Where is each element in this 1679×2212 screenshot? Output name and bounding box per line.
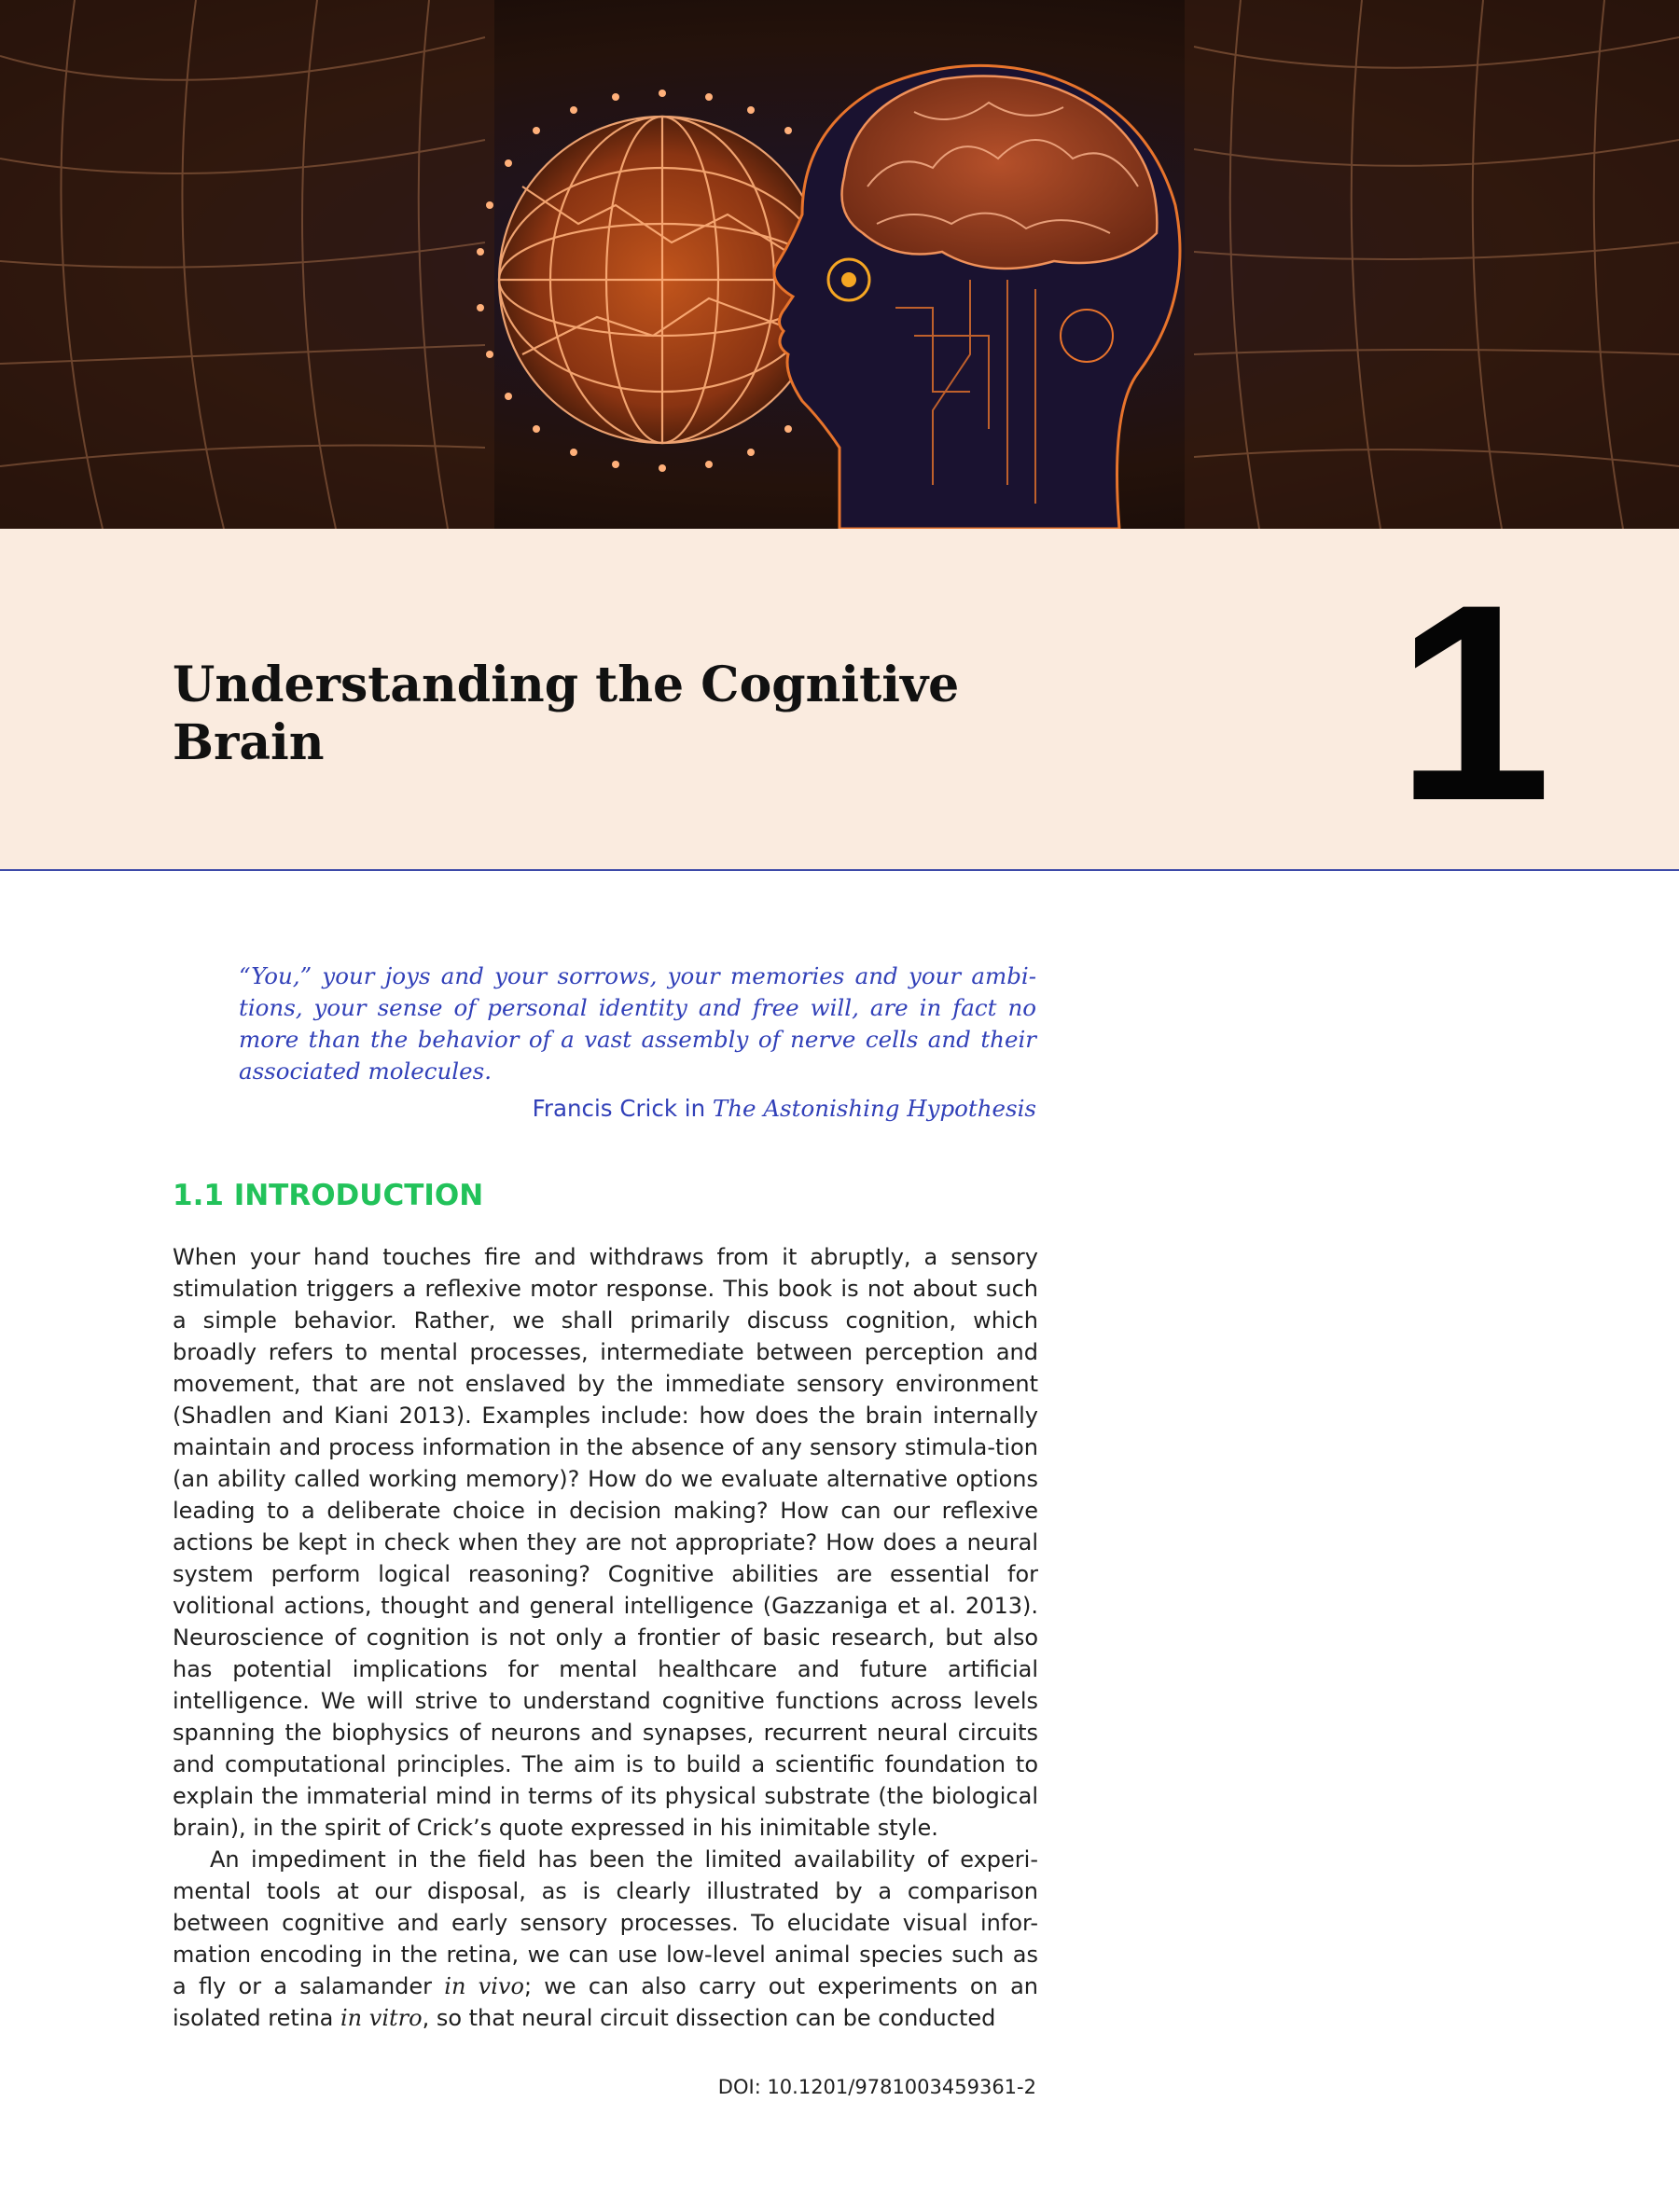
doi-footer: DOI: 10.1201/9781003459361-2 bbox=[717, 2076, 1036, 2098]
paragraph-2-part-a: An impediment in the field has been the limited availability of experi-mental tools at our disposal, as is clearly illustrated by a comparison between cognitive and early sensory processes. To elucidate visual infor-mation encoding in the retina, we can use low-level animal species such as a fly or a salamander bbox=[173, 1846, 1038, 1999]
chapter-title-line-2: Brain bbox=[173, 714, 325, 771]
paragraph-2-italic-2: in vitro bbox=[340, 2005, 423, 2031]
paragraph-2-part-c: , so that neural circuit dissection can be conducted bbox=[422, 2005, 996, 2031]
chapter-title-line-1: Understanding the Cognitive bbox=[173, 657, 960, 713]
body-text bbox=[173, 1241, 1038, 2034]
chapter-title bbox=[173, 657, 1012, 772]
epigraph bbox=[239, 961, 1036, 1125]
epigraph-source: The Astonishing Hypothesis bbox=[712, 1095, 1036, 1122]
section-heading: 1.1 INTRODUCTION bbox=[173, 1179, 484, 1212]
epigraph-attribution bbox=[239, 1093, 1036, 1125]
epigraph-author: Francis Crick in bbox=[532, 1095, 713, 1122]
paragraph-1: When your hand touches fire and withdraws from it abruptly, a sensory stimulation triggers a reflexive motor response. This book is not about such a simple behavior. Rather, we shall primarily discuss cognition, which broadly refers to mental processes, intermediate between perception and movement, that are not enslaved by the immediate sensory environment (Shadlen and Kiani 2013). Examples include: how does the brain internally maintain and process information in the absence of any sensory stimula-tion (an ability called working memory)? How do we evaluate alternative options leading to a deliberate choice in decision making? How can our reflexive actions be kept in check when they are not appropriate? How does a neural system perform logical reasoning? Cognitive abilities are essential for volitional actions, thought and general intelligence (Gazzaniga et al. 2013). Neuroscience of cognition is not only a frontier of basic research, but also has potential implications for mental healthcare and future artificial intelligence. We will strive to understand cognitive functions across levels spanning the biophysics of neurons and synapses, recurrent neural circuits and computational principles. The aim is to build a scientific foundation to explain the immaterial mind in terms of its physical substrate (the biological brain), in the spirit of Crick’s quote expressed in his inimitable style. bbox=[173, 1244, 1038, 1841]
paragraph-2 bbox=[173, 1844, 1038, 2034]
chapter-banner-image bbox=[0, 0, 1679, 529]
chapter-number: 1 bbox=[1395, 546, 1552, 859]
paragraph-2-part-b: ; we can also carry out experiments on an isolated retina bbox=[173, 1973, 1038, 2031]
epigraph-quote: “You,” your joys and your sorrows, your memories and your ambi-tions, your sense of personal identity and free will, are in fact no more than the behavior of a vast assembly of nerve cells and their associated molecules. bbox=[239, 962, 1036, 1085]
chapter-title-band bbox=[0, 529, 1679, 871]
paragraph-2-italic-1: in vivo bbox=[444, 1973, 524, 1999]
